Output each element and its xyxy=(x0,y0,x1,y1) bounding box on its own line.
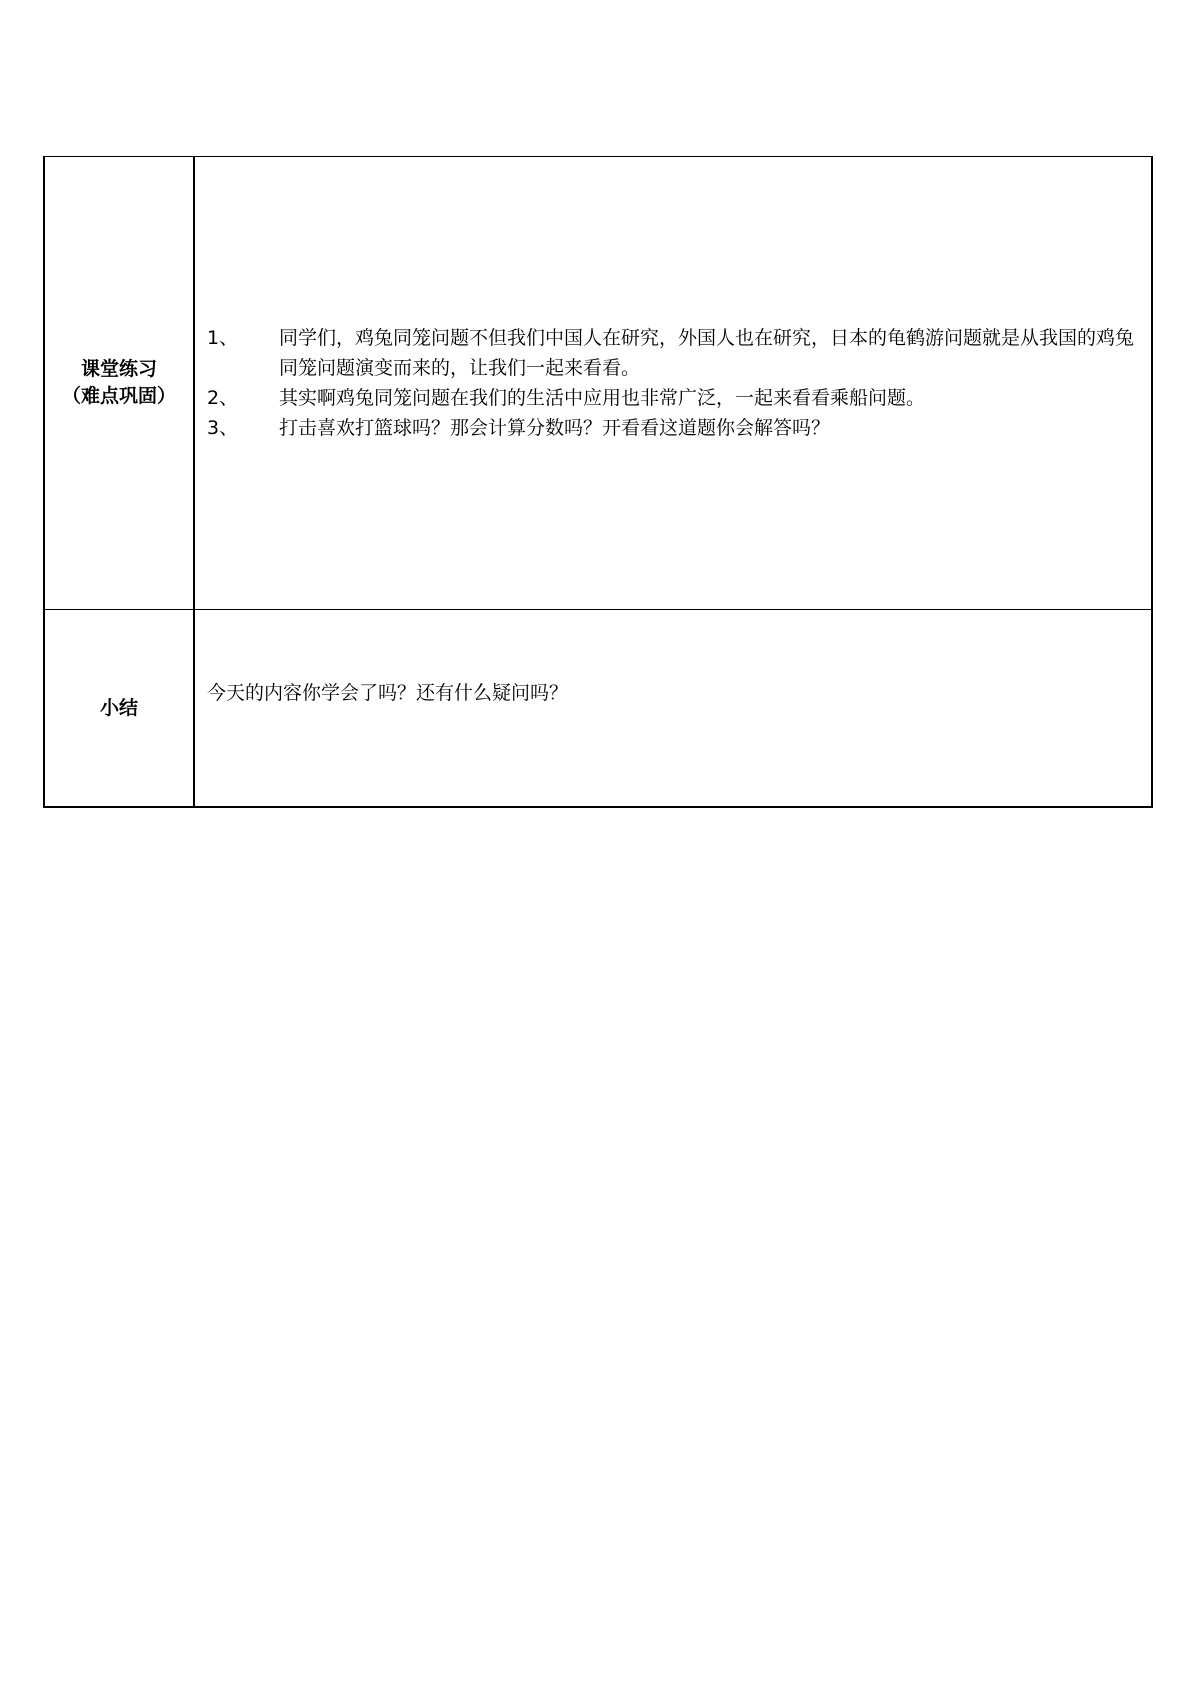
item-text: 同学们，鸡兔同笼问题不但我们中国人在研究，外国人也在研究，日本的龟鹤游问题就是从我国的鸡兔同笼问题演变而来的，让我们一起来看看。 xyxy=(279,327,1135,379)
practice-list xyxy=(195,323,1151,443)
item-text: 打击喜欢打篮球吗？那会计算分数吗？开看看这道题你会解答吗？ xyxy=(279,417,831,439)
summary-label: 小结 xyxy=(99,696,138,719)
summary-content-cell xyxy=(194,610,1152,808)
practice-row xyxy=(44,157,1152,610)
list-item xyxy=(207,323,1139,383)
item-number: 2、 xyxy=(207,387,239,409)
practice-label: 课堂练习 xyxy=(80,358,157,380)
item-text: 其实啊鸡兔同笼问题在我们的生活中应用也非常广泛，一起来看看乘船问题。 xyxy=(279,387,926,409)
lesson-table xyxy=(43,156,1153,808)
summary-text: 今天的内容你学会了吗？还有什么疑问吗？ xyxy=(207,682,569,704)
summary-label-cell xyxy=(44,610,194,808)
practice-label-cell xyxy=(44,157,194,610)
summary-row xyxy=(44,610,1152,808)
list-item xyxy=(207,383,1139,413)
item-number: 1、 xyxy=(207,327,239,349)
practice-content-cell xyxy=(194,157,1152,610)
list-item xyxy=(207,413,1139,443)
practice-sublabel: （难点巩固） xyxy=(61,385,176,407)
item-number: 3、 xyxy=(207,417,239,439)
